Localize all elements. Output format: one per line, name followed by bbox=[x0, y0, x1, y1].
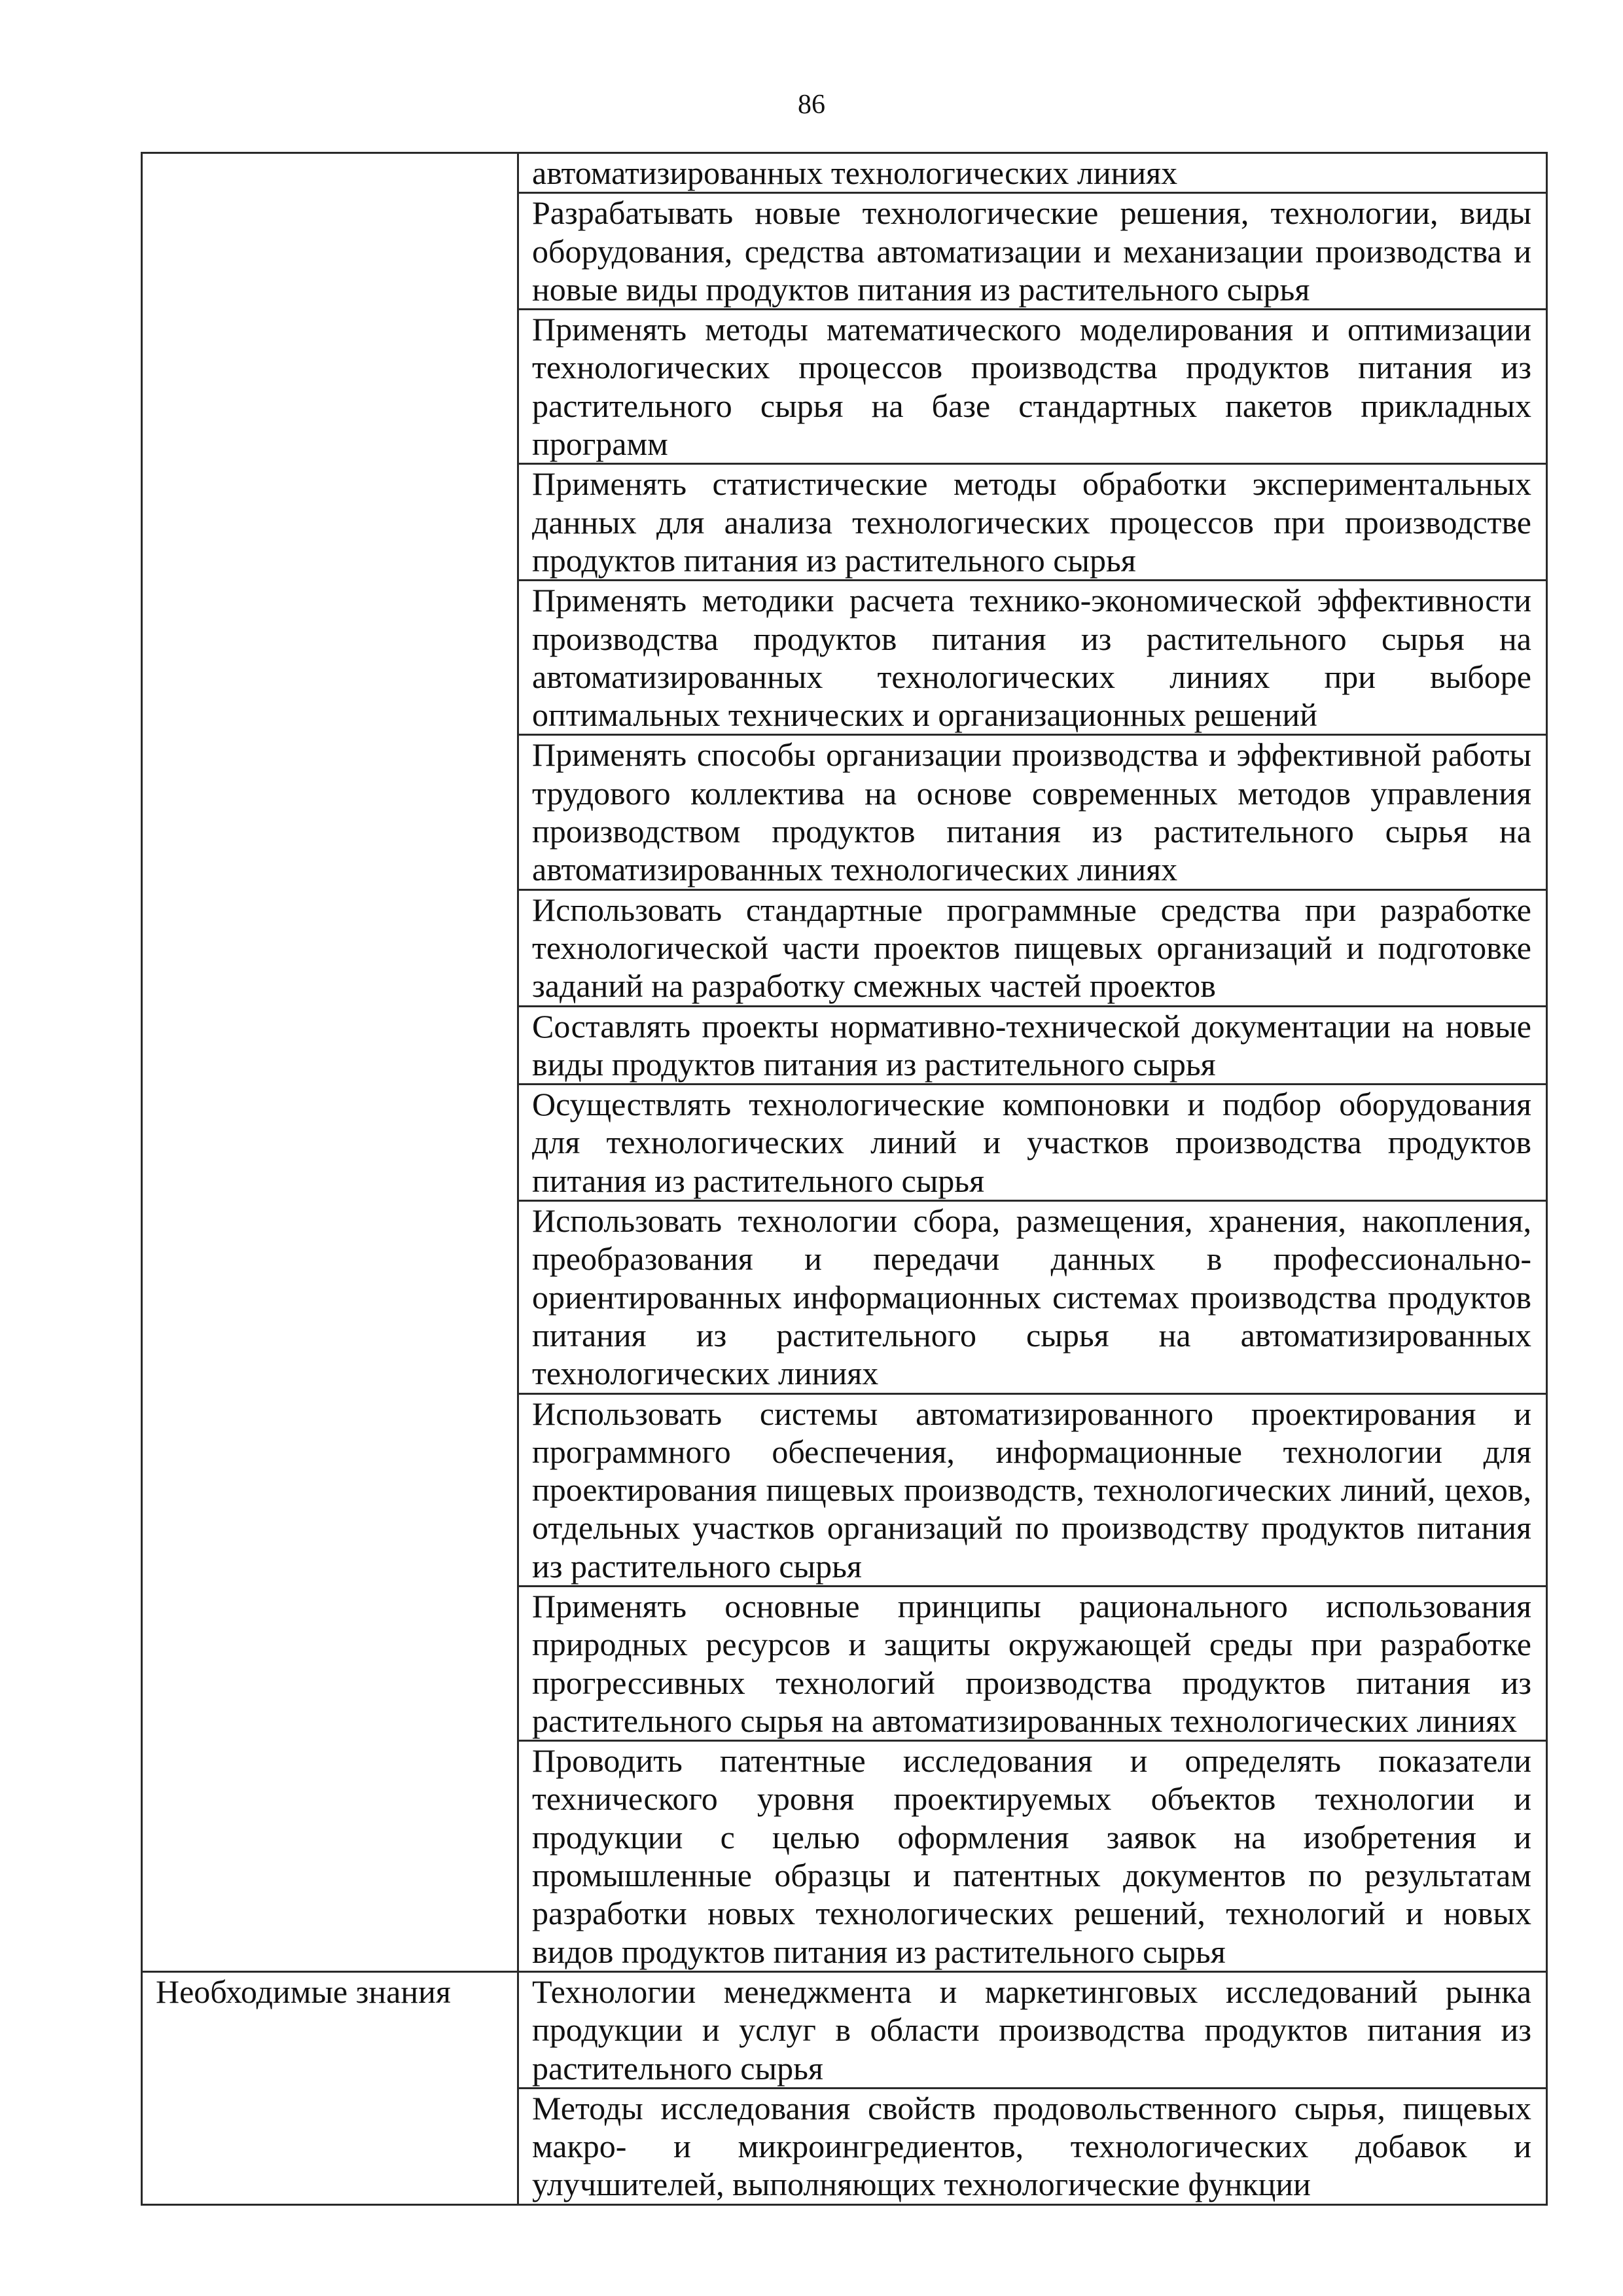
row-label bbox=[142, 153, 518, 193]
knowledge-item: Методы исследования свойств продовольственного сырья, пищевых макро- и микроингредиентов, технологических добавок и улучшителей, выполняющих технологические функции bbox=[518, 2088, 1547, 2204]
row-label-continued bbox=[142, 2088, 518, 2204]
section-label-knowledge: Необходимые знания bbox=[142, 1971, 518, 2088]
skill-item: Применять статистические методы обработки экспериментальных данных для анализа технологических процессов при производстве продуктов питания из растительного сырья bbox=[518, 464, 1547, 581]
row-label-continued bbox=[142, 1201, 518, 1393]
skill-item: Применять основные принципы рационального использования природных ресурсов и защиты окружающей среды при разработке прогрессивных технологий производства продуктов питания из растительного сырья на автоматизированных технологических линиях bbox=[518, 1586, 1547, 1740]
row-label-continued bbox=[142, 735, 518, 889]
row-label-continued bbox=[142, 193, 518, 310]
row-label-continued bbox=[142, 1085, 518, 1201]
row-label-continued bbox=[142, 464, 518, 581]
table-row bbox=[142, 1085, 1547, 1201]
row-label-continued bbox=[142, 1006, 518, 1085]
row-label-continued bbox=[142, 310, 518, 464]
table-row bbox=[142, 2088, 1547, 2204]
skill-item: Использовать системы автоматизированного проектирования и программного обеспечения, информационные технологии для проектирования пищевых производств, технологических линий, цехов, отдельных участков организаций по производству продуктов питания из растительного сырья bbox=[518, 1393, 1547, 1586]
skill-item: Осуществлять технологические компоновки и подбор оборудования для технологических линий и участков производства продуктов питания из растительного сырья bbox=[518, 1085, 1547, 1201]
row-label-continued bbox=[142, 1741, 518, 1972]
table-row bbox=[142, 153, 1547, 193]
table-row bbox=[142, 310, 1547, 464]
skill-item: Применять методики расчета технико-экономической эффективности производства продуктов питания из растительного сырья на автоматизированных технологических линиях при выборе оптимальных технических и организационных решений bbox=[518, 581, 1547, 735]
requirements-table bbox=[141, 152, 1548, 2206]
table-row bbox=[142, 1586, 1547, 1740]
skill-item: Проводить патентные исследования и определять показатели технического уровня проектируемых объектов технологии и продукции с целью оформления заявок на изобретения и промышленные образцы и патентных документов по результатам разработки новых технологических решений, технологий и новых видов продуктов питания из растительного сырья bbox=[518, 1741, 1547, 1972]
skill-item: Использовать стандартные программные средства при разработке технологической части проектов пищевых организаций и подготовке заданий на разработку смежных частей проектов bbox=[518, 889, 1547, 1006]
skill-item: Разрабатывать новые технологические решения, технологии, виды оборудования, средства автоматизации и механизации производства и новые виды продуктов питания из растительного сырья bbox=[518, 193, 1547, 310]
knowledge-item: Технологии менеджмента и маркетинговых исследований рынка продукции и услуг в области производства продуктов питания из растительного сырья bbox=[518, 1971, 1547, 2088]
table-row bbox=[142, 581, 1547, 735]
table-row bbox=[142, 1971, 1547, 2088]
table-row bbox=[142, 735, 1547, 889]
table-row bbox=[142, 1201, 1547, 1393]
row-label-continued bbox=[142, 1586, 518, 1740]
row-label-continued bbox=[142, 581, 518, 735]
skill-item: Использовать технологии сбора, размещения, хранения, накопления, преобразования и передачи данных в профессионально-ориентированных информационных системах производства продуктов питания из растительного сырья на автоматизированных технологических линиях bbox=[518, 1201, 1547, 1393]
skill-item: Составлять проекты нормативно-технической документации на новые виды продуктов питания из растительного сырья bbox=[518, 1006, 1547, 1085]
table-row bbox=[142, 464, 1547, 581]
skill-item: автоматизированных технологических линиях bbox=[518, 153, 1547, 193]
table-row bbox=[142, 1006, 1547, 1085]
page-number: 86 bbox=[798, 90, 825, 120]
row-label-continued bbox=[142, 1393, 518, 1586]
skill-item: Применять методы математического моделирования и оптимизации технологических процессов производства продуктов питания из растительного сырья на базе стандартных пакетов прикладных программ bbox=[518, 310, 1547, 464]
row-label-continued bbox=[142, 889, 518, 1006]
table-row bbox=[142, 1393, 1547, 1586]
skill-item: Применять способы организации производства и эффективной работы трудового коллектива на основе современных методов управления производством продуктов питания из растительного сырья на автоматизированных технологических линиях bbox=[518, 735, 1547, 889]
table-row bbox=[142, 1741, 1547, 1972]
table-row bbox=[142, 889, 1547, 1006]
table-row bbox=[142, 193, 1547, 310]
